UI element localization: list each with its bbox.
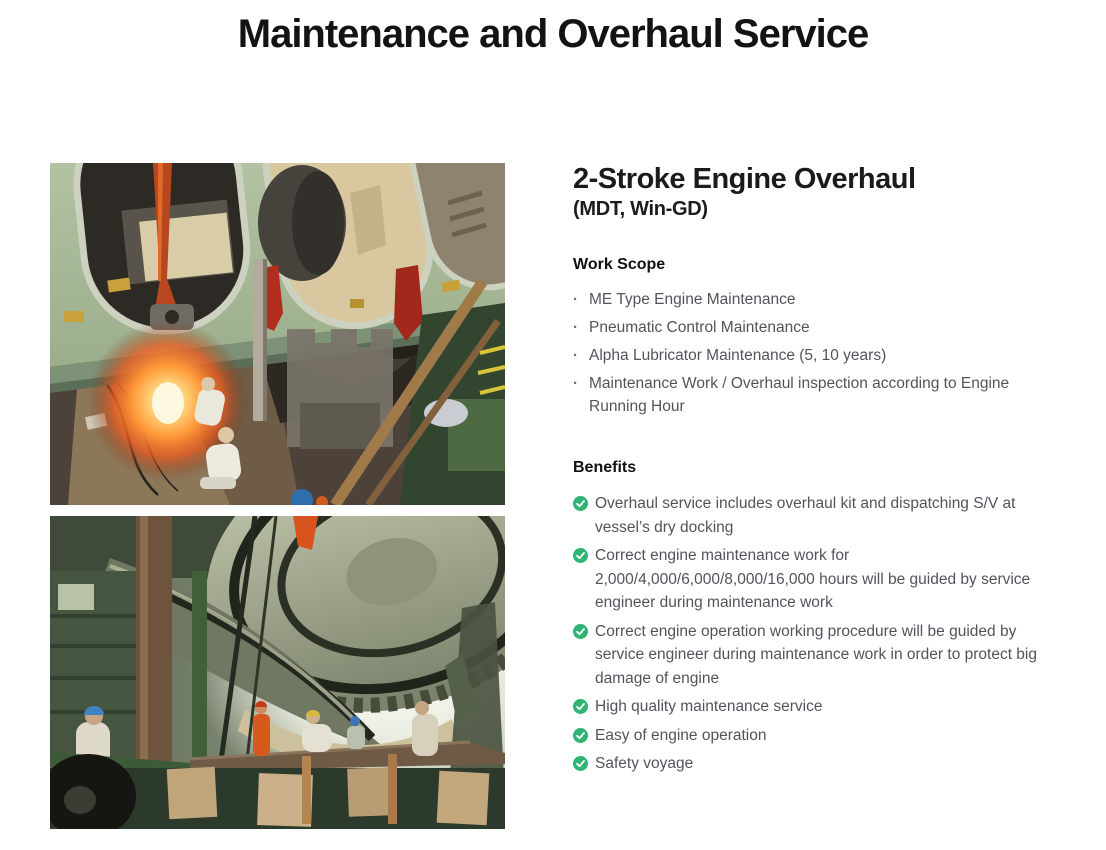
check-circle-icon [573,548,588,563]
bullet-dot-icon: · [573,291,578,308]
check-circle-icon [573,496,588,511]
benefit-item [573,724,1043,748]
benefit-item-label: High quality maintenance service [595,698,823,715]
benefit-item-label: Overhaul service includes overhaul kit and dispatching S/V at vessel’s dry docking [595,495,1016,536]
benefit-item [573,492,1043,539]
benefits-list [573,492,1043,776]
work-scope-heading: Work Scope [573,256,666,273]
benefit-item [573,620,1043,691]
benefit-item [573,752,1043,776]
benefit-item-label: Safety voyage [595,755,694,772]
work-scope-block [573,255,1043,418]
section-heading: 2-Stroke Engine Overhaul [573,163,916,195]
work-scope-item [573,372,1043,418]
work-scope-item-label: Alpha Lubricator Maintenance (5, 10 years) [589,347,887,364]
check-circle-icon [573,699,588,714]
bullet-dot-icon: · [573,319,578,336]
gear-overhaul-illustration [50,516,505,829]
benefits-block [573,458,1043,776]
work-scope-item-label: Maintenance Work / Overhaul inspection according to Engine Running Hour [589,375,1010,415]
bullet-dot-icon: · [573,347,578,364]
work-scope-item-label: Pneumatic Control Maintenance [589,319,810,336]
work-scope-item-label: ME Type Engine Maintenance [589,291,796,308]
benefit-item-label: Correct engine operation working procedure will be guided by service engineer during maintenance work in order to protect big damage of engine [595,622,1037,687]
crankcase-overhaul-illustration [50,163,505,505]
bullet-dot-icon: · [573,375,578,392]
check-circle-icon [573,728,588,743]
work-scope-item [573,288,1043,311]
benefit-item [573,544,1043,615]
benefit-item [573,695,1043,719]
crankcase-overhaul-photo [50,163,505,505]
section-subheading: (MDT, Win-GD) [573,198,708,220]
check-circle-icon [573,756,588,771]
benefit-item-label: Correct engine maintenance work for 2,000/4,000/6,000/8,000/16,000 hours will be guided by service engineer during maintenance work [595,547,1031,611]
work-scope-item [573,344,1043,367]
gear-overhaul-photo [50,516,505,829]
page-title: Maintenance and Overhaul Service [237,12,869,56]
benefit-item-label: Easy of engine operation [595,726,767,744]
check-circle-icon [573,624,588,639]
service-detail-section [573,163,1043,781]
work-scope-list [573,288,1043,418]
work-scope-item [573,316,1043,339]
benefits-heading: Benefits [573,459,637,476]
